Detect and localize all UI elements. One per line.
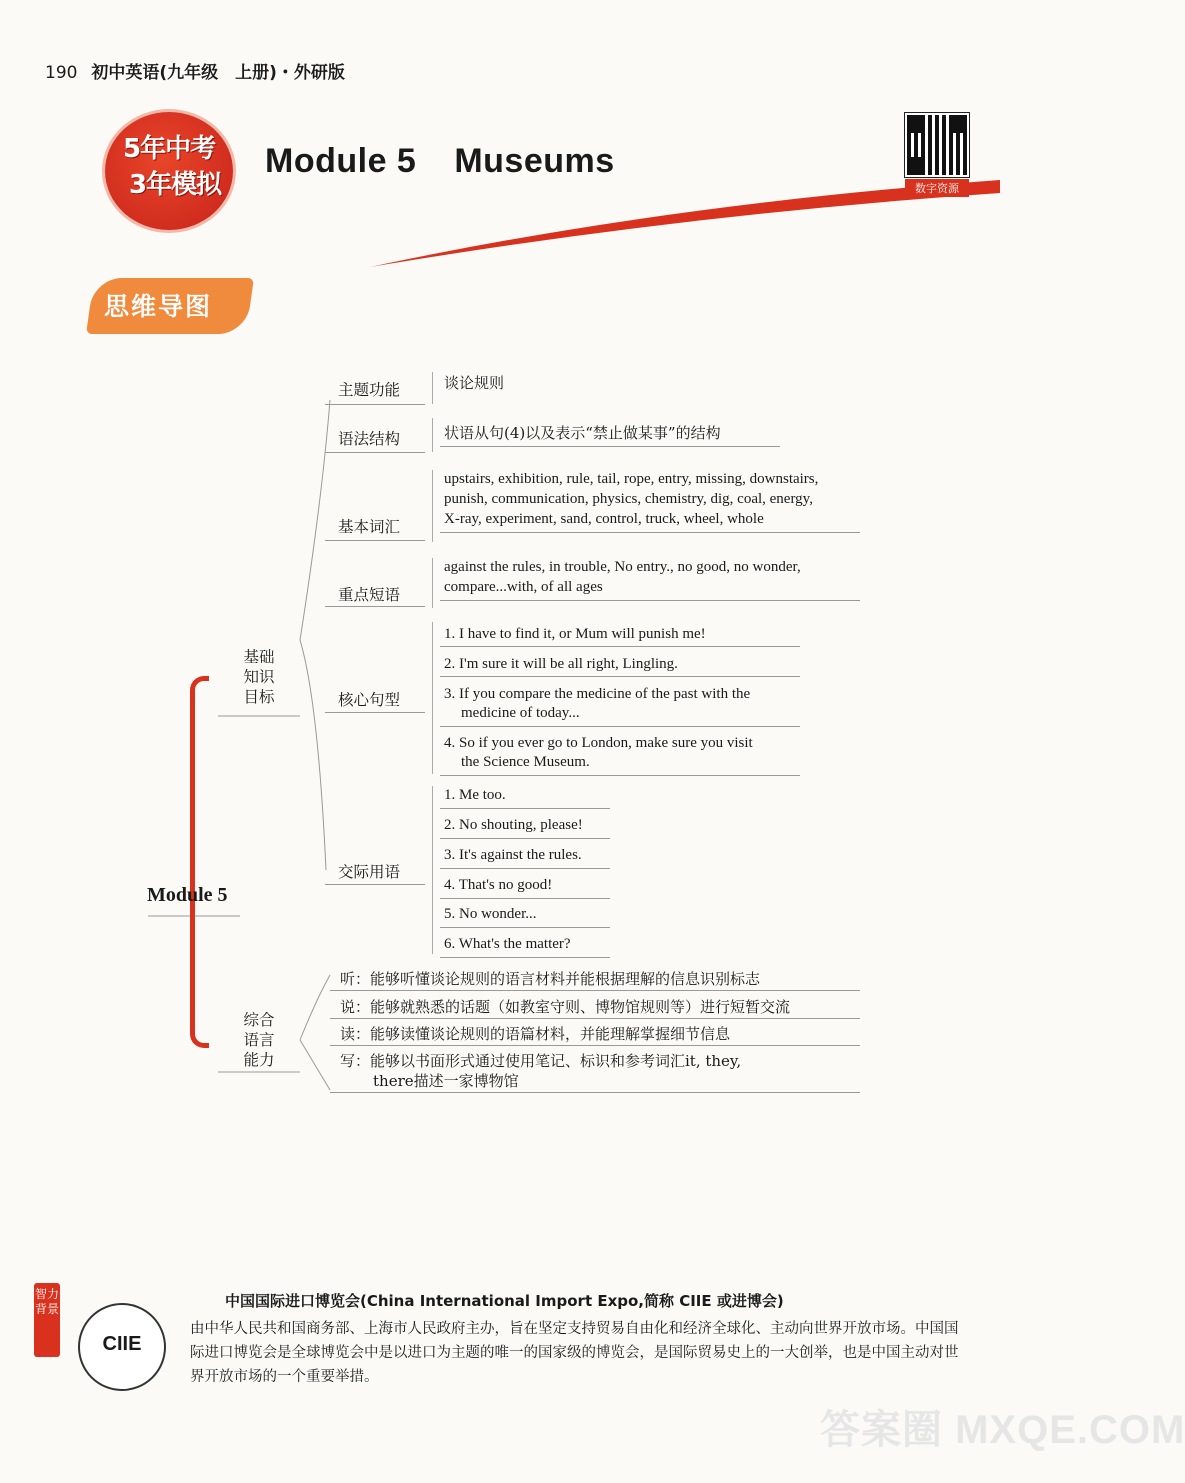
page-number: 190 bbox=[45, 63, 78, 83]
footer-tag: 智力背景 bbox=[34, 1283, 60, 1357]
qr-label: 数字资源 bbox=[905, 179, 969, 197]
watermark: 答案圈 MXQE.COM bbox=[820, 1408, 1185, 1452]
theme-content: 谈论规则 bbox=[444, 374, 505, 392]
communication-item: 5. No wonder... bbox=[444, 906, 537, 922]
skill-reading: 读：能够读懂谈论规则的语篇材料，并能理解掌握细节信息 bbox=[340, 1025, 731, 1043]
label-vocab: 基本词汇 bbox=[338, 518, 401, 536]
communication-item: 2. No shouting, please! bbox=[444, 817, 583, 833]
mindmap-root-bracket bbox=[190, 676, 209, 1048]
skill-writing-cont: there描述一家博物馆 bbox=[373, 1072, 519, 1090]
footer-body: 由中华人民共和国商务部、上海市人民政府主办，旨在坚定支持贸易自由化和经济全球化、主动向世界开放市场。中国国际进口博览会是全球博览会中是以进口为主题的唯一的国家级的博览会，是国际贸易史上的一大创举，也是中国主动对世界开放市场的一个重要举措。 bbox=[190, 1321, 959, 1385]
footer-heading: 中国国际进口博览会(China International Import Expo,简称 CIIE 或进博会) bbox=[225, 1292, 784, 1310]
book-title: 初中英语(九年级 上册)・外研版 bbox=[91, 63, 345, 83]
branch-basic-knowledge: 基础知识目标 bbox=[243, 648, 275, 706]
grammar-content: 状语从句(4)以及表示“禁止做某事”的结构 bbox=[444, 424, 721, 442]
sentence-item-cont: medicine of today... bbox=[461, 705, 580, 721]
communication-item: 4. That's no good! bbox=[444, 877, 553, 893]
sentence-item: 2. I'm sure it will be all right, Lingling. bbox=[444, 656, 678, 672]
vocab-line: X-ray, experiment, sand, control, truck, wheel, whole bbox=[444, 511, 764, 527]
phrases-line: against the rules, in trouble, No entry., no good, no wonder, bbox=[444, 559, 801, 575]
ciie-logo bbox=[78, 1303, 166, 1391]
logo-line2: 3年模拟 bbox=[129, 170, 222, 200]
label-theme: 主题功能 bbox=[338, 381, 401, 399]
ciie-logo-text: CIIE bbox=[102, 1333, 142, 1355]
sentence-item: 3. If you compare the medicine of the past with the bbox=[444, 686, 751, 702]
phrases-line: compare...with, of all ages bbox=[444, 579, 603, 595]
vocab-line: punish, communication, physics, chemistry, dig, coal, energy, bbox=[444, 491, 813, 507]
vocab-line: upstairs, exhibition, rule, tail, rope, entry, missing, downstairs, bbox=[444, 471, 819, 487]
label-sentences: 核心句型 bbox=[338, 691, 401, 709]
label-grammar: 语法结构 bbox=[338, 430, 401, 448]
branch-integrated-ability: 综合语言能力 bbox=[243, 1011, 275, 1069]
logo-line1: 5年中考 bbox=[123, 134, 216, 164]
sentence-item-cont: the Science Museum. bbox=[461, 754, 590, 770]
sentence-item: 4. So if you ever go to London, make sure you visit bbox=[444, 735, 753, 751]
label-phrases: 重点短语 bbox=[338, 586, 401, 604]
skill-speaking: 说：能够就熟悉的话题（如教室守则、博物馆规则等）进行短暂交流 bbox=[340, 998, 791, 1016]
communication-item: 1. Me too. bbox=[444, 787, 506, 803]
sentence-item: 1. I have to find it, or Mum will punish me! bbox=[444, 626, 706, 642]
mindmap-root: Module 5 bbox=[147, 884, 228, 906]
label-communication: 交际用语 bbox=[338, 863, 401, 881]
communication-item: 6. What's the matter? bbox=[444, 936, 571, 952]
skill-listening: 听：能够听懂谈论规则的语言材料并能根据理解的信息识别标志 bbox=[340, 970, 761, 988]
section-badge: 思维导图 bbox=[104, 292, 213, 321]
module-topic: Museums bbox=[454, 142, 615, 180]
communication-item: 3. It's against the rules. bbox=[444, 847, 582, 863]
module-number: Module 5 bbox=[265, 142, 417, 180]
skill-writing: 写：能够以书面形式通过使用笔记、标识和参考词汇it, they, bbox=[340, 1052, 742, 1070]
